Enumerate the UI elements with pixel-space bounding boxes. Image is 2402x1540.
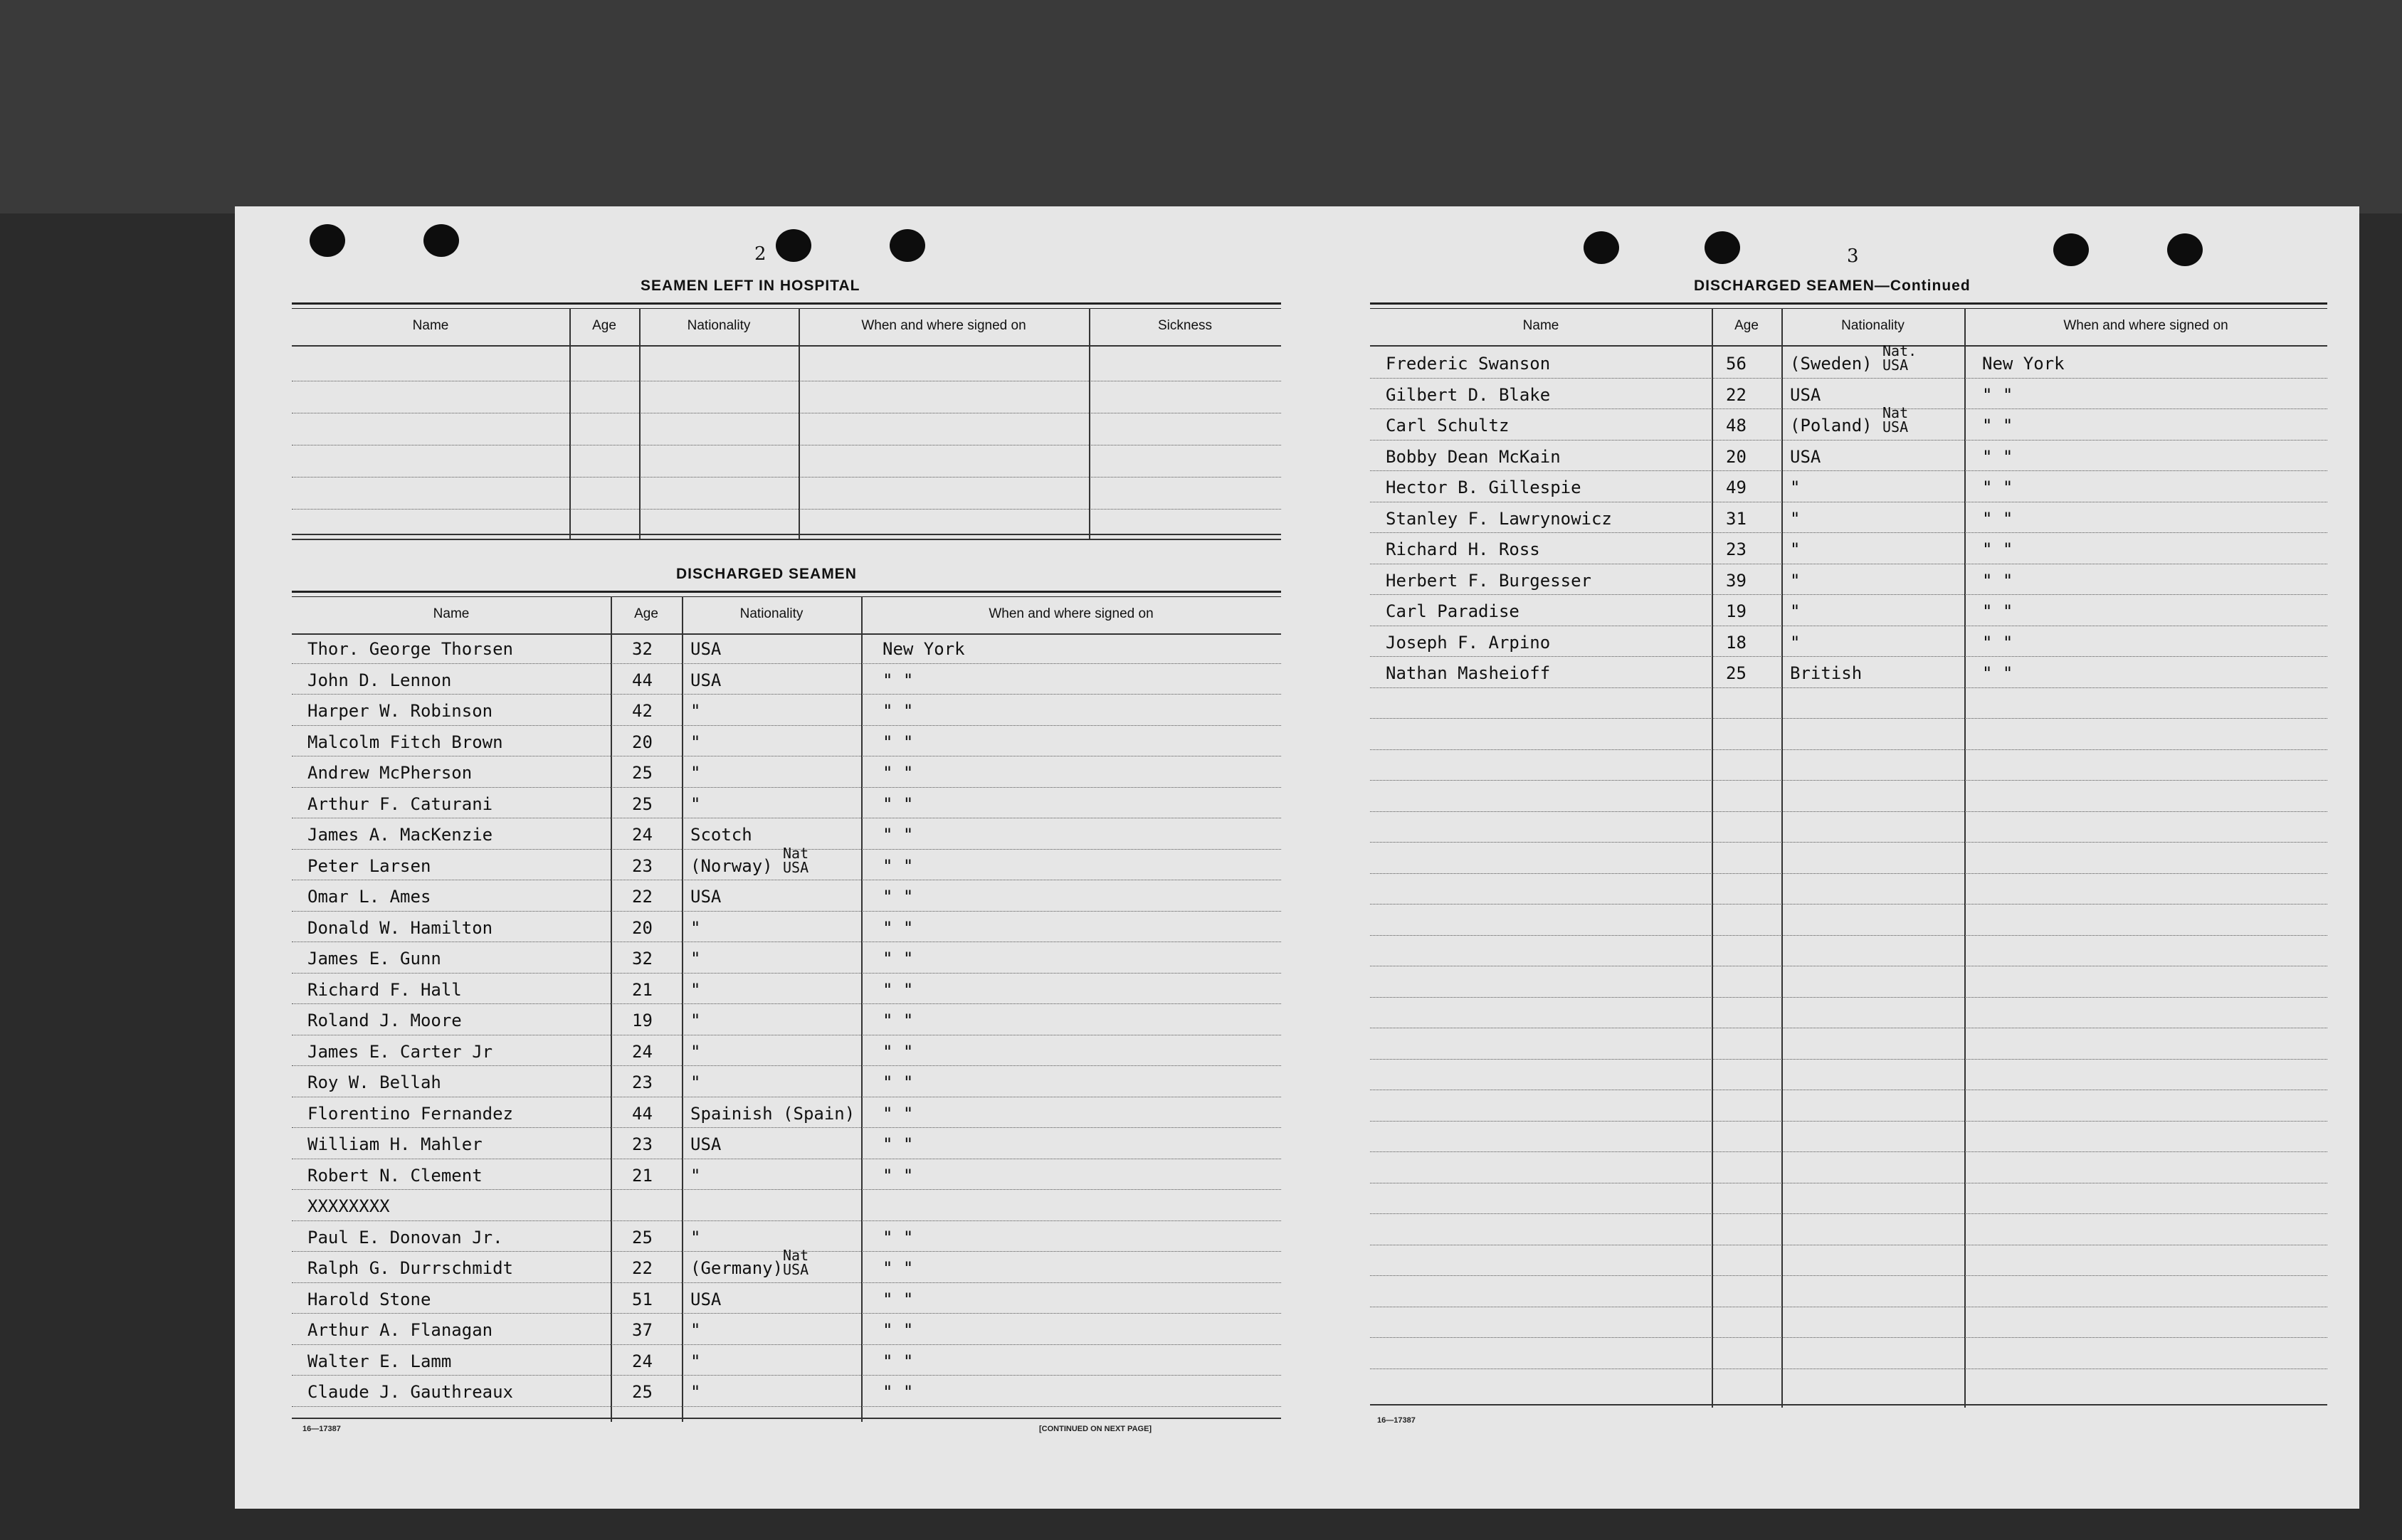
row-nat: "	[1790, 632, 1801, 653]
row-age: 20	[632, 917, 653, 938]
row-name: William H. Mahler	[307, 1134, 483, 1154]
row-signed: " "	[883, 1041, 914, 1062]
row-age: 22	[632, 887, 653, 907]
row-signed: " "	[883, 1011, 914, 1030]
row-age: 25	[632, 1382, 653, 1402]
row-name: Joseph F. Arpino	[1386, 632, 1551, 653]
row-rule	[1370, 997, 2327, 998]
row-nat: "	[1790, 601, 1801, 621]
page-number: 2	[754, 243, 767, 265]
row-age: 19	[632, 1011, 653, 1030]
row-signed: " "	[1982, 601, 2013, 621]
row-nat: "	[1790, 539, 1801, 559]
punch-hole	[310, 224, 345, 257]
row-name: James E. Gunn	[307, 949, 441, 969]
row-nat: "	[690, 1351, 701, 1371]
row-rule	[292, 1406, 1281, 1407]
row-name: Harold Stone	[307, 1289, 431, 1309]
row-signed: " "	[883, 732, 914, 752]
row-rule	[292, 1127, 1281, 1128]
row-name: Paul E. Donovan Jr.	[307, 1227, 503, 1248]
row-age: 24	[632, 825, 653, 845]
row-name: Peter Larsen	[307, 855, 431, 876]
continued-note: [CONTINUED ON NEXT PAGE]	[1039, 1425, 1152, 1433]
punch-hole	[2053, 233, 2089, 266]
row-signed: New York	[1982, 354, 2065, 374]
row-rule	[1370, 1275, 2327, 1276]
row-name: Harper W. Robinson	[307, 701, 493, 721]
row-signed: " "	[1982, 570, 2013, 591]
row-rule	[292, 787, 1281, 788]
row-rule	[1370, 873, 2327, 874]
row-nat: "	[690, 979, 701, 1000]
row-nat: "	[690, 1320, 701, 1340]
row-age: 32	[632, 639, 653, 659]
row-age: 31	[1726, 508, 1747, 529]
row-name: Gilbert D. Blake	[1386, 384, 1551, 405]
row-signed: " "	[883, 1289, 914, 1309]
row-age: 21	[632, 979, 653, 1000]
discharged-continued-table	[1370, 302, 2327, 1409]
row-age: 49	[1726, 478, 1747, 497]
row-rule	[1370, 470, 2327, 471]
hospital-section-title: SEAMEN LEFT IN HOSPITAL	[641, 278, 860, 294]
row-rule	[292, 1282, 1281, 1283]
row-age: 24	[632, 1041, 653, 1062]
row-nat: "	[1790, 570, 1801, 591]
row-nat: "	[690, 1072, 701, 1092]
row-signed: " "	[883, 670, 914, 690]
row-rule	[1370, 594, 2327, 595]
row-rule	[292, 1189, 1281, 1190]
row-nat: (Germany)	[690, 1258, 784, 1278]
col-header-name: Name	[1522, 318, 1559, 333]
row-nat: USA	[690, 670, 722, 690]
row-signed: " "	[883, 1382, 914, 1402]
row-nat: USA	[690, 639, 722, 659]
row-nat: USA	[690, 887, 722, 907]
row-name: Roy W. Bellah	[307, 1072, 441, 1092]
row-nat: Spainish (Spain)	[690, 1103, 855, 1124]
scanner-background	[0, 0, 2402, 213]
row-name: Hector B. Gillespie	[1386, 478, 1581, 497]
row-nat2: Nat USA	[1882, 404, 1909, 436]
col-header-age: Age	[1734, 318, 1759, 333]
row-rule	[1370, 1213, 2327, 1214]
row-signed: " "	[883, 979, 914, 1000]
row-signed: " "	[883, 1227, 914, 1248]
row-signed: " "	[1982, 384, 2013, 405]
row-age: 42	[632, 701, 653, 721]
row-age: 19	[1726, 601, 1747, 621]
punch-hole	[776, 229, 811, 262]
col-header-signed-on: When and where signed on	[989, 606, 1154, 621]
row-rule	[292, 1065, 1281, 1066]
row-age: 22	[632, 1258, 653, 1278]
row-rule	[1370, 687, 2327, 688]
row-nat: "	[1790, 508, 1801, 529]
row-nat: "	[690, 1165, 701, 1186]
row-age: 48	[1726, 416, 1747, 436]
row-name: Andrew McPherson	[307, 763, 473, 783]
row-name: Ralph G. Durrschmidt	[307, 1258, 513, 1278]
row-nat: (Norway)	[690, 855, 773, 876]
col-header-name: Name	[433, 606, 470, 621]
row-signed: " "	[1982, 508, 2013, 529]
row-name: Herbert F. Burgesser	[1386, 570, 1591, 591]
punch-hole	[423, 224, 459, 257]
col-header-signed-on: When and where signed on	[2063, 318, 2228, 333]
row-rule	[292, 911, 1281, 912]
row-name: Claude J. Gauthreaux	[307, 1382, 513, 1402]
discharged-section-title: DISCHARGED SEAMEN	[676, 566, 857, 582]
row-rule	[1370, 656, 2327, 657]
row-rule	[292, 1220, 1281, 1221]
left-page	[235, 206, 1302, 1509]
row-name: Richard H. Ross	[1386, 539, 1540, 559]
page-number: 3	[1847, 246, 1859, 267]
row-name: Arthur A. Flanagan	[307, 1320, 493, 1340]
row-rule	[292, 1003, 1281, 1004]
row-name: Robert N. Clement	[307, 1165, 483, 1186]
col-header-sickness: Sickness	[1157, 318, 1213, 333]
row-nat2: Nat. USA	[1882, 342, 1917, 374]
row-signed: " "	[1982, 416, 2013, 436]
row-rule	[1370, 1121, 2327, 1122]
row-age: 32	[632, 949, 653, 969]
row-age: 18	[1726, 632, 1747, 653]
row-age: 20	[1726, 446, 1747, 467]
row-nat: Scotch	[690, 825, 752, 845]
row-name: Thor. George Thorsen	[307, 639, 513, 659]
row-rule	[1370, 749, 2327, 750]
col-header-age: Age	[592, 318, 616, 333]
row-nat: "	[690, 1041, 701, 1062]
row-age: 25	[632, 793, 653, 814]
row-age: 21	[632, 1165, 653, 1186]
row-signed: " "	[883, 1351, 914, 1371]
row-rule	[1370, 1151, 2327, 1152]
row-name: Stanley F. Lawrynowicz	[1386, 508, 1612, 529]
row-signed: " "	[883, 763, 914, 783]
row-signed: New York	[883, 639, 965, 659]
row-name: Malcolm Fitch Brown	[307, 732, 503, 752]
col-header-nationality: Nationality	[1841, 318, 1905, 333]
row-nat: USA	[1790, 384, 1821, 405]
discharged-table	[292, 591, 1281, 1423]
row-name: Nathan Masheioff	[1386, 663, 1551, 683]
row-age: 25	[632, 1227, 653, 1248]
row-age: 24	[632, 1351, 653, 1371]
row-signed: " "	[1982, 539, 2013, 559]
row-age: 23	[632, 1134, 653, 1154]
row-signed: " "	[883, 1134, 914, 1154]
row-name: Carl Schultz	[1386, 416, 1510, 436]
row-age: 37	[632, 1320, 653, 1340]
row-name: Walter E. Lamm	[307, 1351, 452, 1371]
row-name: Florentino Fernandez	[307, 1103, 513, 1124]
right-page	[1292, 206, 2359, 1509]
row-age: 25	[632, 763, 653, 783]
col-header-nationality: Nationality	[739, 606, 804, 621]
row-signed: " "	[1982, 446, 2013, 467]
row-signed: " "	[883, 1072, 914, 1092]
col-header-name: Name	[412, 318, 449, 333]
row-age: 23	[1726, 539, 1747, 559]
row-age: 23	[632, 855, 653, 876]
row-rule	[1370, 408, 2327, 409]
row-rule	[292, 694, 1281, 695]
row-rule	[1370, 780, 2327, 781]
row-rule	[1370, 440, 2327, 441]
row-rule	[292, 1313, 1281, 1314]
row-nat: British	[1790, 663, 1863, 683]
row-rule	[1370, 904, 2327, 905]
row-rule	[1370, 378, 2327, 379]
row-signed: " "	[883, 1258, 914, 1278]
row-name: Donald W. Hamilton	[307, 917, 493, 938]
row-nat: "	[690, 701, 701, 721]
punch-hole	[1584, 231, 1619, 264]
row-signed: " "	[883, 949, 914, 969]
row-nat: (Poland)	[1790, 416, 1872, 436]
form-number: 16—17387	[302, 1425, 341, 1433]
row-signed: " "	[883, 1165, 914, 1186]
col-header-age: Age	[634, 606, 658, 621]
row-name: James A. MacKenzie	[307, 825, 493, 845]
row-age: 44	[632, 670, 653, 690]
row-nat: "	[690, 793, 701, 814]
col-header-signed-on: When and where signed on	[861, 318, 1026, 333]
row-name: James E. Carter Jr	[307, 1041, 493, 1062]
row-age: 44	[632, 1103, 653, 1124]
punch-hole	[1705, 231, 1740, 264]
row-age: 20	[632, 732, 653, 752]
row-name: John D. Lennon	[307, 670, 452, 690]
row-rule	[1370, 1059, 2327, 1060]
row-name: Richard F. Hall	[307, 979, 462, 1000]
row-age: 39	[1726, 570, 1747, 591]
row-name: XXXXXXXX	[307, 1196, 390, 1216]
row-name: Frederic Swanson	[1386, 354, 1551, 374]
punch-hole	[890, 229, 925, 262]
row-rule	[292, 1344, 1281, 1345]
row-signed: " "	[883, 917, 914, 938]
row-nat: "	[690, 763, 701, 783]
row-age: 22	[1726, 384, 1747, 405]
row-nat: USA	[1790, 446, 1821, 467]
row-nat2: Nat USA	[783, 844, 809, 876]
row-rule	[1370, 811, 2327, 812]
row-age: 51	[632, 1289, 653, 1309]
row-rule	[1370, 935, 2327, 936]
row-name: Arthur F. Caturani	[307, 793, 493, 814]
punch-hole	[2167, 233, 2203, 266]
row-rule	[1370, 532, 2327, 533]
hospital-table	[292, 302, 1281, 541]
row-name: Bobby Dean McKain	[1386, 446, 1561, 467]
row-age: 56	[1726, 354, 1747, 374]
row-nat: "	[690, 1227, 701, 1248]
row-signed: " "	[1982, 478, 2013, 497]
row-signed: " "	[883, 701, 914, 721]
row-nat: USA	[690, 1289, 722, 1309]
row-rule	[292, 973, 1281, 974]
row-signed: " "	[883, 825, 914, 845]
row-age: 23	[632, 1072, 653, 1092]
row-rule	[292, 725, 1281, 726]
row-signed: " "	[883, 855, 914, 876]
continued-section-title: DISCHARGED SEAMEN—Continued	[1694, 278, 1971, 294]
row-nat: (Sweden)	[1790, 354, 1872, 374]
row-rule	[1370, 1368, 2327, 1369]
row-nat: "	[690, 917, 701, 938]
row-age: 25	[1726, 663, 1747, 683]
row-nat: "	[690, 732, 701, 752]
row-name: Carl Paradise	[1386, 601, 1519, 621]
col-header-nationality: Nationality	[687, 318, 751, 333]
row-name: Roland J. Moore	[307, 1011, 462, 1030]
row-signed: " "	[883, 1103, 914, 1124]
row-signed: " "	[1982, 663, 2013, 683]
row-rule	[1370, 1337, 2327, 1338]
row-signed: " "	[883, 793, 914, 814]
row-signed: " "	[883, 1320, 914, 1340]
row-rule	[292, 1375, 1281, 1376]
row-nat: "	[1790, 478, 1801, 497]
row-nat: "	[690, 1382, 701, 1402]
row-signed: " "	[883, 887, 914, 907]
row-rule	[292, 663, 1281, 664]
row-signed: " "	[1982, 632, 2013, 653]
row-nat: "	[690, 1011, 701, 1030]
row-rule	[1370, 718, 2327, 719]
row-rule	[1370, 842, 2327, 843]
form-number: 16—17387	[1377, 1416, 1416, 1425]
row-nat: USA	[690, 1134, 722, 1154]
row-nat: "	[690, 949, 701, 969]
row-nat2: Nat USA	[783, 1247, 809, 1278]
row-name: Omar L. Ames	[307, 887, 431, 907]
